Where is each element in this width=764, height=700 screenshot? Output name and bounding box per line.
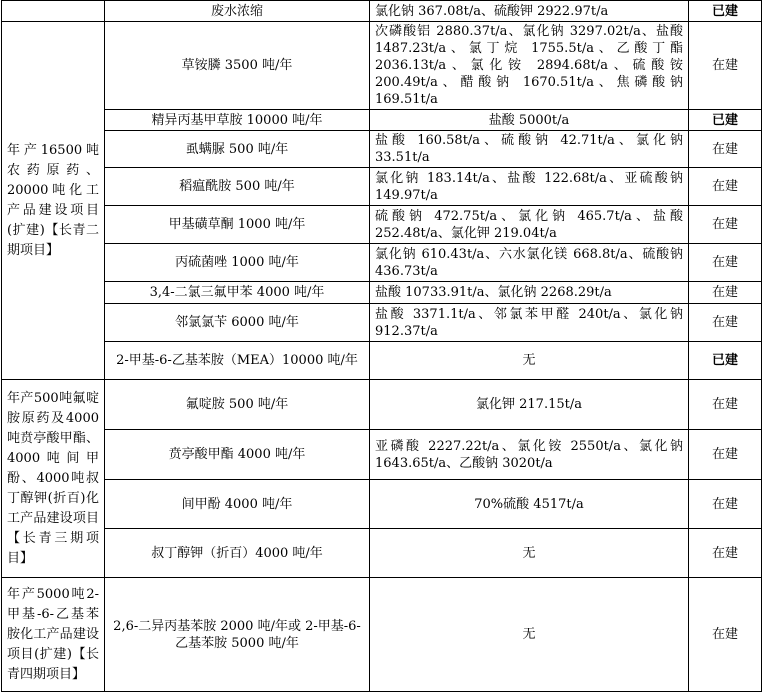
table-row	[2, 380, 762, 430]
status-cell: 已建	[689, 342, 762, 380]
byproduct-cell: 次磷酸铝 2880.37t/a、氯化钠 3297.02t/a、盐酸 1487.23t/a、氯丁烷 1755.5t/a、乙酸丁酯 2036.13t/a、氯化铵 2894.68t/a、硫酸铵 200.49t/a、醋酸钠 1670.51t/a、焦磷酸钠 169.51t/a	[370, 22, 689, 110]
product-cell: 邻氯氯苄 6000 吨/年	[105, 304, 370, 342]
table-row	[2, 304, 762, 342]
product-cell: 稻瘟酰胺 500 吨/年	[105, 168, 370, 206]
status-cell: 在建	[689, 529, 762, 578]
byproduct-cell: 无	[370, 578, 689, 692]
byproduct-table	[1, 0, 762, 692]
table-row	[2, 168, 762, 206]
status-cell: 在建	[689, 380, 762, 430]
table-row	[2, 22, 762, 110]
status-cell: 在建	[689, 131, 762, 168]
byproduct-cell: 氯化钠 367.08t/a、硫酸钾 2922.97t/a	[370, 1, 689, 22]
byproduct-cell: 盐酸 160.58t/a、硫酸钠 42.71t/a、氯化钠 33.51t/a	[370, 131, 689, 168]
status-cell: 在建	[689, 304, 762, 342]
status-cell: 在建	[689, 282, 762, 304]
product-cell: 叔丁醇钾（折百）4000 吨/年	[105, 529, 370, 578]
product-cell: 甲基磺草酮 1000 吨/年	[105, 206, 370, 244]
product-cell: 虱螨脲 500 吨/年	[105, 131, 370, 168]
project-name-cell: 年产5000吨2-甲基-6-乙基苯胺化工产品建设项目(扩建)【长青四期项目】	[2, 578, 105, 692]
table-row	[2, 480, 762, 529]
table-row	[2, 342, 762, 380]
product-cell: 氟啶胺 500 吨/年	[105, 380, 370, 430]
product-cell: 间甲酚 4000 吨/年	[105, 480, 370, 529]
product-cell: 废水浓缩	[105, 1, 370, 22]
byproduct-cell: 氯化钾 217.15t/a	[370, 380, 689, 430]
status-cell: 在建	[689, 168, 762, 206]
table-row	[2, 578, 762, 692]
table-row	[2, 110, 762, 131]
project-name-cell: 年产16500吨农药原药、20000吨化工产品建设项目(扩建)【长青二期项目】	[2, 22, 105, 380]
product-cell: 精异丙基甲草胺 10000 吨/年	[105, 110, 370, 131]
table-row	[2, 282, 762, 304]
status-cell: 在建	[689, 430, 762, 480]
byproduct-cell: 无	[370, 529, 689, 578]
status-cell: 在建	[689, 22, 762, 110]
product-cell: 丙硫菌唑 1000 吨/年	[105, 244, 370, 282]
byproduct-cell: 盐酸 10733.91t/a、氯化钠 2268.29t/a	[370, 282, 689, 304]
byproduct-cell: 盐酸 5000t/a	[370, 110, 689, 131]
table-row	[2, 131, 762, 168]
table-row	[2, 529, 762, 578]
table-row	[2, 244, 762, 282]
status-cell: 已建	[689, 1, 762, 22]
table-row	[2, 206, 762, 244]
table-row	[2, 1, 762, 22]
status-cell: 在建	[689, 206, 762, 244]
byproduct-cell: 氯化钠 183.14t/a、盐酸 122.68t/a、亚硫酸钠 149.97t/a	[370, 168, 689, 206]
status-cell: 在建	[689, 244, 762, 282]
product-cell: 贲亭酸甲酯 4000 吨/年	[105, 430, 370, 480]
status-cell: 在建	[689, 578, 762, 692]
status-cell: 已建	[689, 110, 762, 131]
byproduct-cell: 氯化钠 610.43t/a、六水氯化镁 668.8t/a、硫酸钠 436.73t/a	[370, 244, 689, 282]
product-cell: 草铵膦 3500 吨/年	[105, 22, 370, 110]
product-cell: 3,4-二氯三氟甲苯 4000 吨/年	[105, 282, 370, 304]
table-row	[2, 430, 762, 480]
byproduct-cell: 硫酸钠 472.75t/a、氯化钠 465.7t/a、盐酸 252.48t/a、氯化钾 219.04t/a	[370, 206, 689, 244]
byproduct-cell: 无	[370, 342, 689, 380]
status-cell: 在建	[689, 480, 762, 529]
byproduct-cell: 盐酸 3371.1t/a、邻氯苯甲醛 240t/a、氯化钠 912.37t/a	[370, 304, 689, 342]
product-cell: 2,6-二异丙基苯胺 2000 吨/年或 2-甲基-6-乙基苯胺 5000 吨/年	[105, 578, 370, 692]
byproduct-cell: 70%硫酸 4517t/a	[370, 480, 689, 529]
project-cell-empty	[2, 1, 105, 22]
product-cell: 2-甲基-6-乙基苯胺（MEA）10000 吨/年	[105, 342, 370, 380]
project-name-cell: 年产500吨氟啶胺原药及4000吨贲亭酸甲酯、4000吨间甲酚、4000吨叔丁醇钾(折百)化工产品建设项目【长青三期项目】	[2, 380, 105, 578]
byproduct-cell: 亚磷酸 2227.22t/a、氯化铵 2550t/a、氯化钠 1643.65t/a、乙酸钠 3020t/a	[370, 430, 689, 480]
